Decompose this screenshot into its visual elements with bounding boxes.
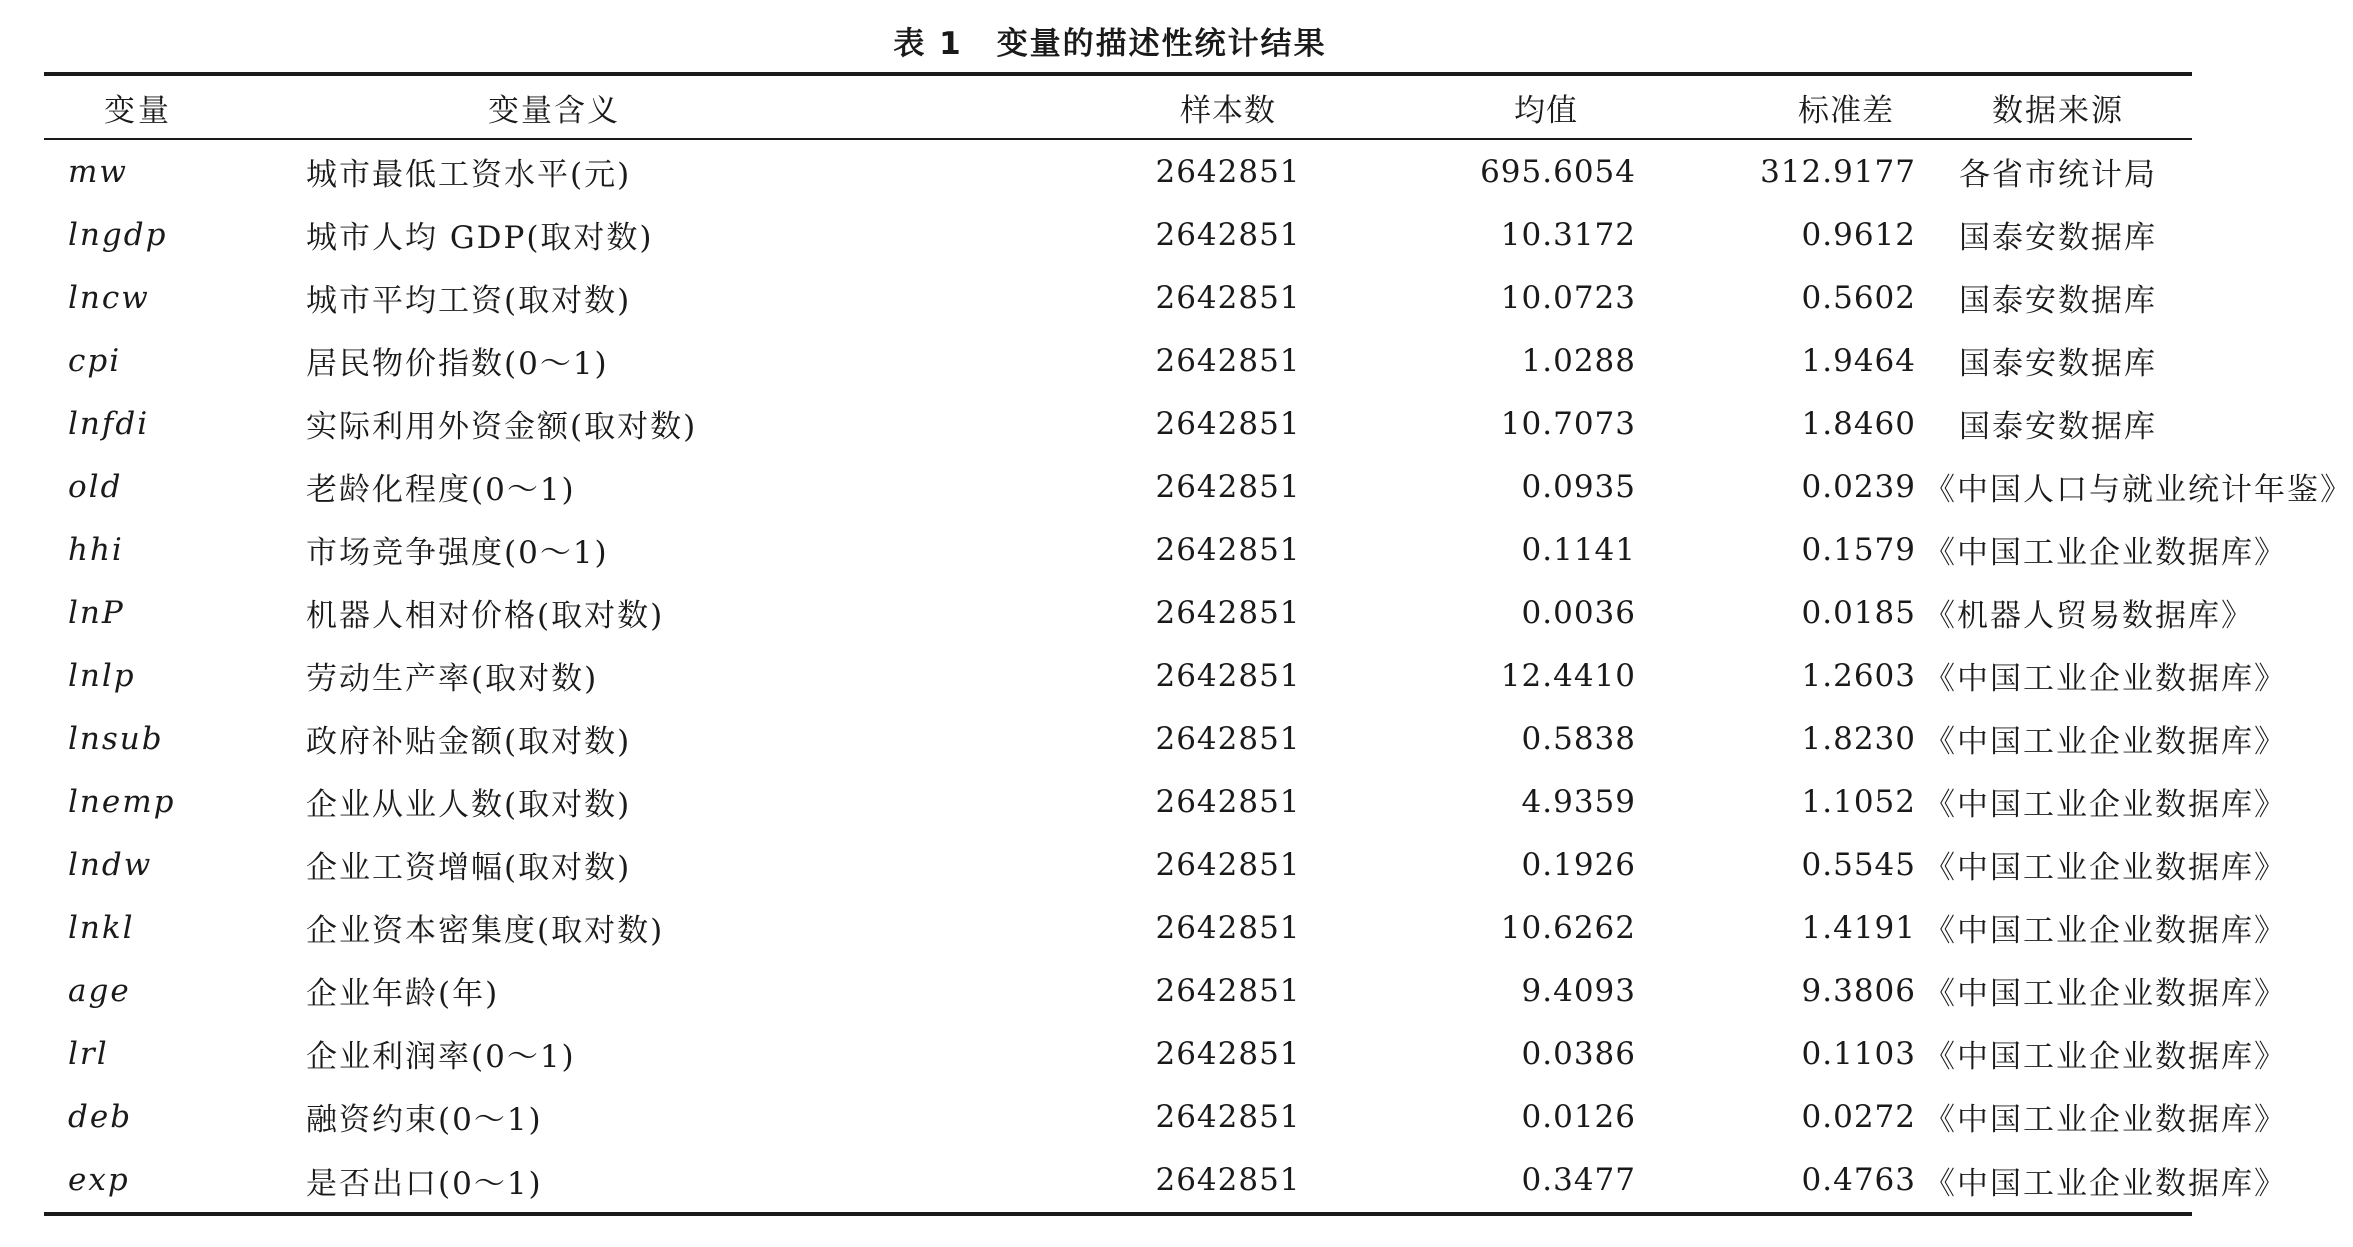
- cell-meaning: 实际利用外资金额(取对数): [306, 409, 698, 445]
- cell-mean: 4.9359: [1521, 783, 1636, 820]
- table-header-row: [44, 74, 2192, 139]
- table-number: 表 1: [893, 26, 963, 62]
- cell-mean: 12.4410: [1500, 657, 1636, 694]
- cell-std-dev: 1.9464: [1801, 342, 1916, 379]
- cell-meaning: 政府补贴金额(取对数): [306, 724, 632, 760]
- cell-mean: 1.0288: [1521, 342, 1636, 379]
- cell-mean: 10.6262: [1500, 909, 1636, 946]
- table-row: [44, 1022, 2192, 1085]
- variable-symbol: hhi: [68, 531, 124, 568]
- table-row: [44, 203, 2192, 266]
- variable-symbol: lrl: [68, 1035, 109, 1072]
- table-body: [44, 139, 2353, 1214]
- cell-std-dev: 0.4763: [1801, 1162, 1916, 1198]
- cell-source: 《中国人口与就业统计年鉴》: [1924, 472, 2353, 508]
- variable-symbol: lncw: [68, 279, 150, 316]
- cell-std-dev: 1.8460: [1801, 405, 1916, 442]
- cell-mean: 0.1141: [1521, 531, 1636, 568]
- table-row: [44, 707, 2192, 770]
- cell-variable: [44, 833, 292, 896]
- variable-symbol: lnP: [68, 594, 125, 631]
- cell-std-dev: 0.0239: [1801, 468, 1916, 505]
- table-row: [44, 896, 2192, 959]
- cell-meaning: 企业年龄(年): [306, 976, 500, 1012]
- cell-meaning: 企业资本密集度(取对数): [306, 913, 665, 949]
- cell-std-dev: 1.2603: [1801, 657, 1916, 694]
- cell-sample-size: 2642851: [1155, 846, 1301, 883]
- cell-mean: 0.1926: [1521, 846, 1636, 883]
- cell-mean: 10.3172: [1500, 216, 1636, 253]
- cell-sample-size: 2642851: [1155, 1035, 1301, 1072]
- cell-variable: [44, 1085, 292, 1148]
- cell-sample-size: 2642851: [1155, 405, 1301, 442]
- cell-sample-size: 2642851: [1155, 594, 1301, 631]
- table-title: 变量的描述性统计结果: [996, 26, 1327, 62]
- cell-source: 《中国工业企业数据库》: [1924, 787, 2287, 823]
- cell-mean: 0.0386: [1521, 1035, 1636, 1072]
- cell-source: 国泰安数据库: [1959, 409, 2157, 445]
- table-row: [44, 1085, 2192, 1148]
- variable-symbol: lnsub: [68, 720, 164, 757]
- cell-source: 《机器人贸易数据库》: [1924, 598, 2254, 634]
- table-row: [44, 581, 2192, 644]
- cell-variable: [44, 455, 292, 518]
- cell-variable: [44, 959, 292, 1022]
- cell-source: 《中国工业企业数据库》: [1924, 535, 2287, 571]
- cell-sample-size: 2642851: [1155, 279, 1301, 316]
- cell-variable: [44, 644, 292, 707]
- cell-sample-size: 2642851: [1155, 468, 1301, 505]
- cell-sample-size: 2642851: [1155, 972, 1301, 1009]
- cell-variable: [44, 329, 292, 392]
- cell-meaning: 企业利润率(0～1): [306, 1039, 576, 1075]
- cell-mean: 0.5838: [1521, 720, 1636, 757]
- table-row: [44, 1148, 2192, 1214]
- cell-std-dev: 0.1103: [1801, 1035, 1916, 1072]
- cell-source: 《中国工业企业数据库》: [1924, 1165, 2287, 1202]
- variable-symbol: lnkl: [68, 909, 135, 946]
- cell-sample-size: 2642851: [1155, 531, 1301, 568]
- cell-std-dev: 9.3806: [1801, 972, 1916, 1009]
- cell-std-dev: 1.1052: [1801, 783, 1916, 820]
- cell-std-dev: 1.4191: [1801, 909, 1916, 946]
- cell-variable: [44, 392, 292, 455]
- cell-mean: 10.0723: [1500, 279, 1636, 316]
- table-row: [44, 392, 2192, 455]
- cell-source: 《中国工业企业数据库》: [1924, 976, 2287, 1012]
- header-mean: 均值: [1514, 92, 1578, 129]
- header-std-dev: 标准差: [1798, 92, 1894, 129]
- cell-source: 《中国工业企业数据库》: [1924, 661, 2287, 697]
- cell-meaning: 城市平均工资(取对数): [306, 283, 632, 319]
- table-row: [44, 770, 2192, 833]
- cell-meaning: 机器人相对价格(取对数): [306, 598, 665, 634]
- cell-source: 《中国工业企业数据库》: [1924, 1102, 2287, 1138]
- cell-mean: 0.3477: [1521, 1162, 1636, 1198]
- variable-symbol: old: [68, 468, 123, 505]
- cell-mean: 9.4093: [1521, 972, 1636, 1009]
- cell-sample-size: 2642851: [1155, 342, 1301, 379]
- variable-symbol: cpi: [68, 342, 122, 379]
- variable-symbol: lnfdi: [68, 405, 150, 442]
- header-source: 数据来源: [1992, 92, 2124, 129]
- cell-source: 国泰安数据库: [1959, 220, 2157, 256]
- cell-meaning: 城市最低工资水平(元): [306, 157, 632, 193]
- cell-source: 各省市统计局: [1959, 157, 2157, 193]
- cell-meaning: 企业从业人数(取对数): [306, 787, 632, 823]
- variable-symbol: lnemp: [68, 783, 176, 820]
- variable-symbol: lnlp: [68, 657, 136, 694]
- variable-symbol: deb: [68, 1098, 133, 1135]
- cell-variable: [44, 1148, 292, 1214]
- table-row: [44, 139, 2192, 203]
- cell-sample-size: 2642851: [1155, 153, 1301, 190]
- table-row: [44, 266, 2192, 329]
- header-meaning: 变量含义: [488, 92, 620, 129]
- variable-symbol: exp: [68, 1162, 130, 1198]
- cell-variable: [44, 770, 292, 833]
- cell-variable: [44, 896, 292, 959]
- cell-std-dev: 0.5545: [1801, 846, 1916, 883]
- cell-variable: [44, 707, 292, 770]
- cell-sample-size: 2642851: [1155, 720, 1301, 757]
- cell-mean: 695.6054: [1480, 153, 1636, 190]
- cell-variable: [44, 1022, 292, 1085]
- cell-meaning: 居民物价指数(0～1): [306, 346, 609, 382]
- table-row: [44, 833, 2192, 896]
- cell-meaning: 企业工资增幅(取对数): [306, 850, 632, 886]
- header-variable: 变量: [104, 92, 172, 129]
- cell-std-dev: 0.0185: [1801, 594, 1916, 631]
- table-row: [44, 644, 2192, 707]
- cell-variable: [44, 266, 292, 329]
- table-row: [44, 455, 2192, 518]
- cell-std-dev: 0.9612: [1801, 216, 1916, 253]
- cell-source: 《中国工业企业数据库》: [1924, 1039, 2287, 1075]
- cell-sample-size: 2642851: [1155, 1162, 1301, 1198]
- cell-meaning: 老龄化程度(0～1): [306, 472, 576, 508]
- cell-mean: 0.0935: [1521, 468, 1636, 505]
- cell-sample-size: 2642851: [1155, 783, 1301, 820]
- table-caption: [0, 20, 2220, 68]
- cell-std-dev: 0.1579: [1801, 531, 1916, 568]
- cell-variable: [44, 581, 292, 644]
- cell-mean: 0.0126: [1521, 1098, 1636, 1135]
- cell-std-dev: 0.5602: [1801, 279, 1916, 316]
- descriptive-statistics-table: [44, 72, 2353, 1216]
- cell-meaning: 城市人均 GDP(取对数): [306, 220, 654, 256]
- cell-variable: [44, 203, 292, 266]
- table-row: [44, 959, 2192, 1022]
- cell-source: 《中国工业企业数据库》: [1924, 724, 2287, 760]
- cell-source: 《中国工业企业数据库》: [1924, 913, 2287, 949]
- cell-source: 国泰安数据库: [1959, 283, 2157, 319]
- cell-mean: 10.7073: [1500, 405, 1636, 442]
- cell-std-dev: 1.8230: [1801, 720, 1916, 757]
- cell-variable: [44, 518, 292, 581]
- cell-source: 《中国工业企业数据库》: [1924, 850, 2287, 886]
- variable-symbol: lngdp: [68, 216, 168, 253]
- variable-symbol: mw: [68, 153, 128, 190]
- variable-symbol: age: [68, 972, 131, 1009]
- cell-sample-size: 2642851: [1155, 216, 1301, 253]
- cell-meaning: 劳动生产率(取对数): [306, 661, 599, 697]
- header-sample-size: 样本数: [1180, 92, 1276, 129]
- cell-sample-size: 2642851: [1155, 1098, 1301, 1135]
- cell-std-dev: 312.9177: [1760, 153, 1916, 190]
- cell-sample-size: 2642851: [1155, 909, 1301, 946]
- cell-meaning: 融资约束(0～1): [306, 1102, 543, 1138]
- table-row: [44, 329, 2192, 392]
- cell-meaning: 市场竞争强度(0～1): [306, 535, 609, 571]
- cell-std-dev: 0.0272: [1801, 1098, 1916, 1135]
- table-row: [44, 518, 2192, 581]
- cell-meaning: 是否出口(0～1): [306, 1165, 543, 1202]
- cell-variable: [44, 139, 292, 203]
- cell-sample-size: 2642851: [1155, 657, 1301, 694]
- variable-symbol: lndw: [68, 846, 153, 883]
- cell-mean: 0.0036: [1521, 594, 1636, 631]
- cell-source: 国泰安数据库: [1959, 346, 2157, 382]
